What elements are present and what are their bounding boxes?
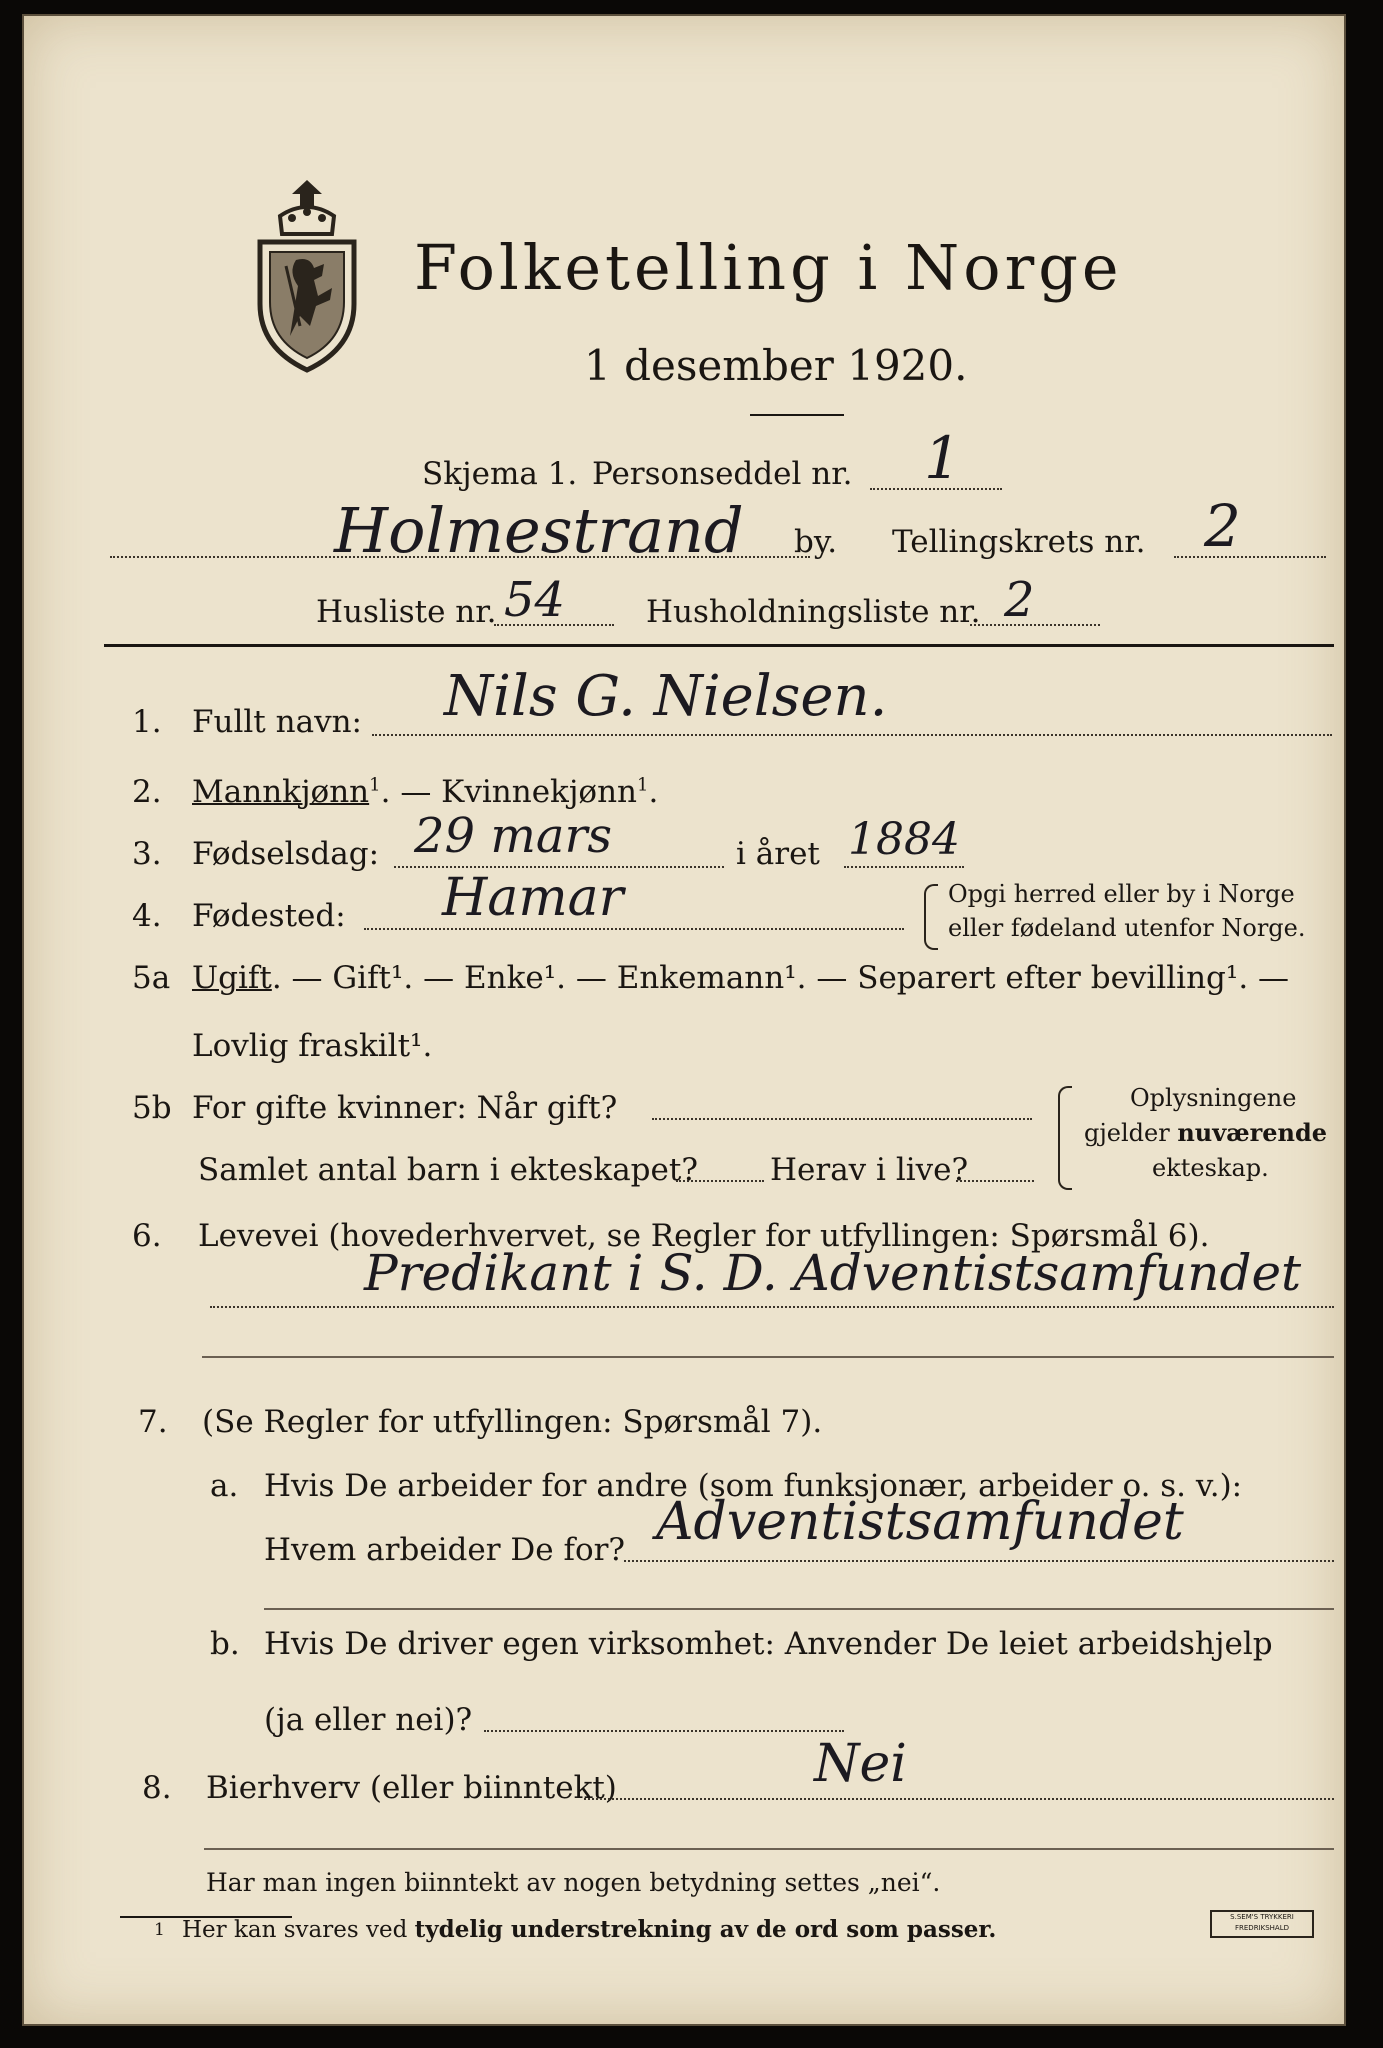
q5b-number: 5b [132, 1090, 172, 1126]
q7a-answer-line [624, 1560, 1334, 1562]
q5b-label2: Samlet antal barn i ekteskapet? [198, 1152, 698, 1188]
q3-answer-year: 1884 [848, 814, 960, 865]
husholdning-label: Husholdningsliste nr. [646, 594, 981, 630]
form-title: Folketelling i Norge [414, 231, 1123, 304]
q6-label: Levevei (hovederhvervet, se Regler for utfyllingen: Spørsmål 6). [198, 1218, 1210, 1254]
q1-label: Fullt navn: [192, 704, 362, 740]
footnote-number: 1 [154, 1920, 165, 1940]
footnote-text [182, 1916, 996, 1943]
q7b-answer-line [484, 1730, 844, 1732]
q5b-children-line [676, 1180, 764, 1182]
printer-stamp [1210, 1910, 1314, 1938]
personseddel-label: Personseddel nr. [592, 456, 853, 492]
q4-label: Fødested: [192, 898, 346, 934]
q2-female: Kvinnekjønn [441, 774, 638, 810]
q2-options [192, 774, 658, 810]
q2-number: 2. [132, 774, 162, 810]
q1-number: 1. [132, 704, 162, 740]
skjema-label: Skjema 1. [422, 456, 578, 492]
q4-number: 4. [132, 898, 162, 934]
husliste-label: Husliste nr. [316, 594, 497, 630]
q7b-letter: b. [210, 1626, 240, 1662]
q8-number: 8. [142, 1770, 172, 1806]
q2-sup1: 1 [369, 774, 381, 796]
q7a-line1: Hvis De arbeider for andre (som funksjonær, arbeider o. s. v.): [264, 1468, 1243, 1504]
husliste-value: 54 [504, 572, 566, 628]
q8-line [584, 1798, 1334, 1800]
q6-number: 6. [132, 1218, 162, 1254]
footnote-text-a: Her kan svares ved [182, 1917, 415, 1943]
q2-end: . [648, 774, 659, 810]
q7a-letter: a. [210, 1468, 239, 1504]
q6-answer: Predikant i S. D. Adventistsamfundet [364, 1244, 1302, 1302]
q5b-note-bracket [1058, 1086, 1072, 1190]
q2-sup2: 1 [637, 774, 649, 796]
q3-year-label: i året [736, 836, 820, 872]
tellingskrets-label: Tellingskrets nr. [892, 524, 1146, 560]
personseddel-value: 1 [924, 424, 961, 492]
q5b-note-line2-b: nuværende [1177, 1118, 1328, 1147]
census-form [22, 14, 1346, 2026]
q5a-options-rest: . — Gift¹. — Enke¹. — Enkemann¹. — Separert efter bevilling¹. — [271, 960, 1290, 996]
q5b-note-line3: ekteskap. [1152, 1154, 1269, 1182]
q5a-line2: Lovlig fraskilt¹. [192, 1028, 433, 1064]
q7a-line2: Hvem arbeider De for? [264, 1532, 626, 1568]
printer-line1: S.SEM'S TRYKKERI [1230, 1913, 1294, 1921]
q5b-note-line2-a: gjelder [1084, 1119, 1178, 1147]
coat-of-arms-icon [252, 176, 362, 376]
printer-line2: FREDRIKSHALD [1234, 1924, 1289, 1932]
q3-year-line [844, 866, 964, 868]
q6-line [210, 1306, 1334, 1308]
q4-note-line2: eller fødeland utenfor Norge. [948, 914, 1306, 942]
q4-answer: Hamar [442, 868, 624, 928]
title-divider [750, 414, 844, 416]
q5a-options [192, 960, 1289, 996]
q3-label: Fødselsdag: [192, 836, 380, 872]
city-value: Holmestrand [334, 494, 744, 567]
q4-note-bracket [924, 884, 938, 950]
header-rule [104, 644, 1334, 647]
q8-answer: Nei [814, 1734, 907, 1794]
q3-number: 3. [132, 836, 162, 872]
footer-note: Har man ingen biinntekt av nogen betydning settes „nei“. [206, 1868, 941, 1897]
q5a-number: 5a [132, 960, 171, 996]
q1-answer: Nils G. Nielsen. [444, 664, 888, 729]
q6-extra-line [202, 1356, 1334, 1358]
q7-number: 7. [138, 1404, 168, 1440]
q4-note-line1: Opgi herred eller by i Norge [948, 880, 1295, 908]
q5b-label1: For gifte kvinner: Når gift? [192, 1090, 618, 1126]
q5b-note-line1: Oplysningene [1130, 1084, 1297, 1112]
q8-extra-line [204, 1848, 1334, 1850]
q4-line [364, 928, 904, 930]
by-label: by. [794, 524, 838, 560]
q5b-married-line [652, 1118, 1032, 1120]
census-date: 1 desember 1920. [584, 341, 968, 390]
husholdning-line [970, 624, 1100, 626]
husholdning-value: 2 [1004, 572, 1035, 628]
footnote-text-b: tydelig understrekning av de ord som passer. [414, 1916, 997, 1943]
q2-separator: . — [380, 774, 442, 810]
q2-male-selected: Mannkjønn [192, 774, 370, 810]
q7-label: (Se Regler for utfyllingen: Spørsmål 7). [202, 1404, 823, 1440]
q7a-extra-line [264, 1608, 1334, 1610]
q8-label: Bierhverv (eller biinntekt) [206, 1770, 617, 1806]
q3-answer-day: 29 mars [414, 808, 613, 864]
q5b-note-line2 [1084, 1118, 1327, 1147]
q5b-alive-line [956, 1180, 1034, 1182]
q7b-line2: (ja eller nei)? [264, 1702, 473, 1738]
q7b-line1: Hvis De driver egen virksomhet: Anvender De leiet arbeidshjelp [264, 1626, 1273, 1662]
q5a-ugift-selected: Ugift [192, 960, 272, 996]
q7a-answer: Adventistsamfundet [656, 1492, 1184, 1552]
tellingskrets-value: 2 [1204, 492, 1241, 560]
q1-line [372, 734, 1332, 736]
tellingskrets-line [1174, 556, 1326, 558]
q5b-label3: Herav i live? [770, 1152, 969, 1188]
